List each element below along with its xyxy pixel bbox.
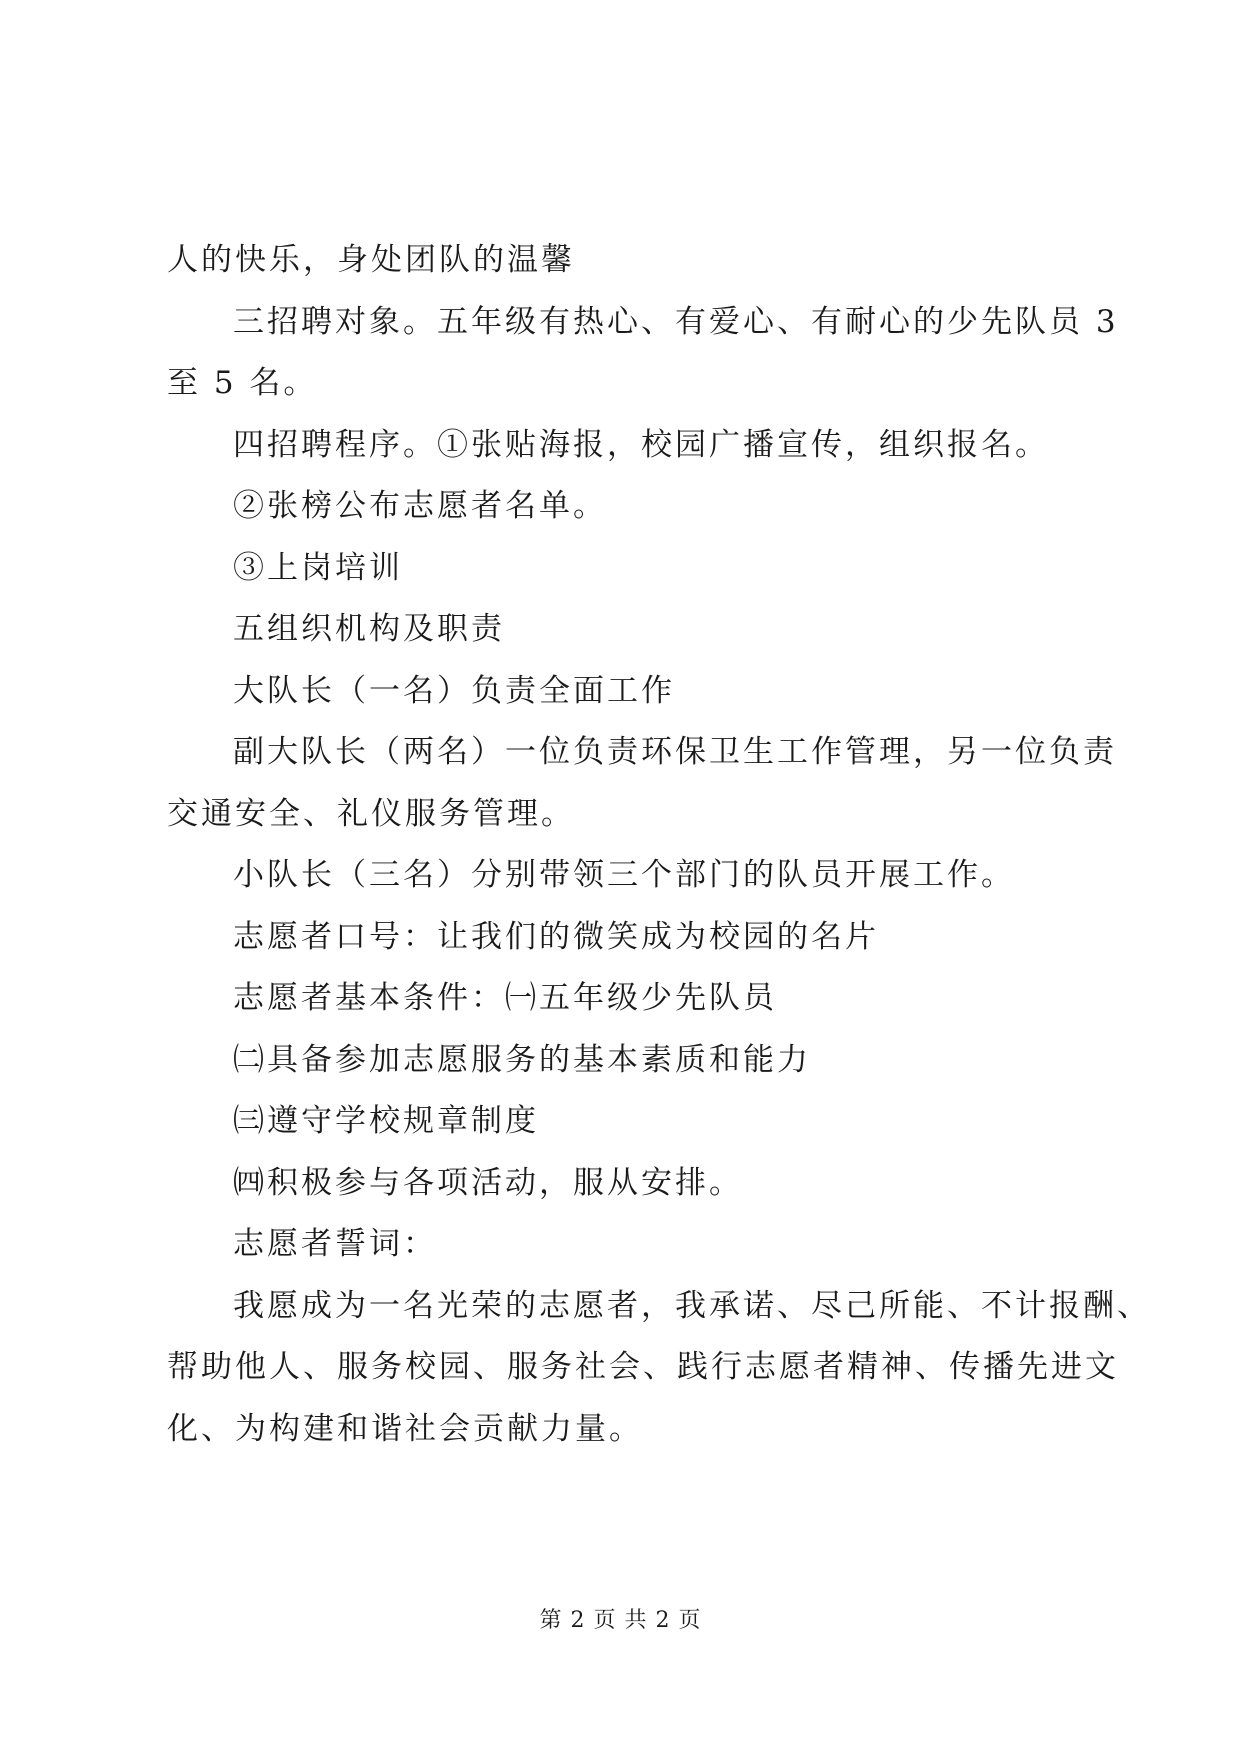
text-line: ②张榜公布志愿者名单。 [233,488,607,524]
text-line: 小队长（三名）分别带领三个部门的队员开展工作。 [233,857,1015,893]
text-line: 人的快乐，身处团队的温馨 [167,242,575,278]
text-line: 四招聘程序。①张贴海报，校园广播宣传，组织报名。 [233,426,1049,463]
text-line: 三招聘对象。五年级有热心、有爱心、有耐心的少先队员 3 [233,303,1119,340]
text-line: ㈡具备参加志愿服务的基本素质和能力 [233,1041,811,1078]
text-line: 至 5 名。 [167,365,318,401]
text-line: ㈢遵守学校规章制度 [233,1103,539,1139]
text-line: 交通安全、礼仪服务管理。 [167,795,575,832]
document-body [167,230,1151,1460]
text-line: 化、为构建和谐社会贡献力量。 [167,1410,643,1447]
text-line: 五组织机构及职责 [233,611,505,647]
text-line: 我愿成为一名光荣的志愿者，我承诺、尽己所能、不计报酬、 [233,1287,1151,1324]
text-line: 副大队长（两名）一位负责环保卫生工作管理，另一位负责 [233,734,1117,770]
text-line: ㈣积极参与各项活动，服从安排。 [233,1164,743,1201]
text-line: 志愿者口号：让我们的微笑成为校园的名片 [233,918,879,955]
text-line: ③上岗培训 [233,549,403,586]
text-line: 志愿者基本条件：㈠五年级少先队员 [233,980,777,1016]
text-line: 大队长（一名）负责全面工作 [233,672,675,709]
text-line: 帮助他人、服务校园、服务社会、践行志愿者精神、传播先进文 [167,1349,1119,1385]
page-number-footer: 第 2 页 共 2 页 [539,1608,702,1633]
text-line: 志愿者誓词： [233,1226,437,1262]
